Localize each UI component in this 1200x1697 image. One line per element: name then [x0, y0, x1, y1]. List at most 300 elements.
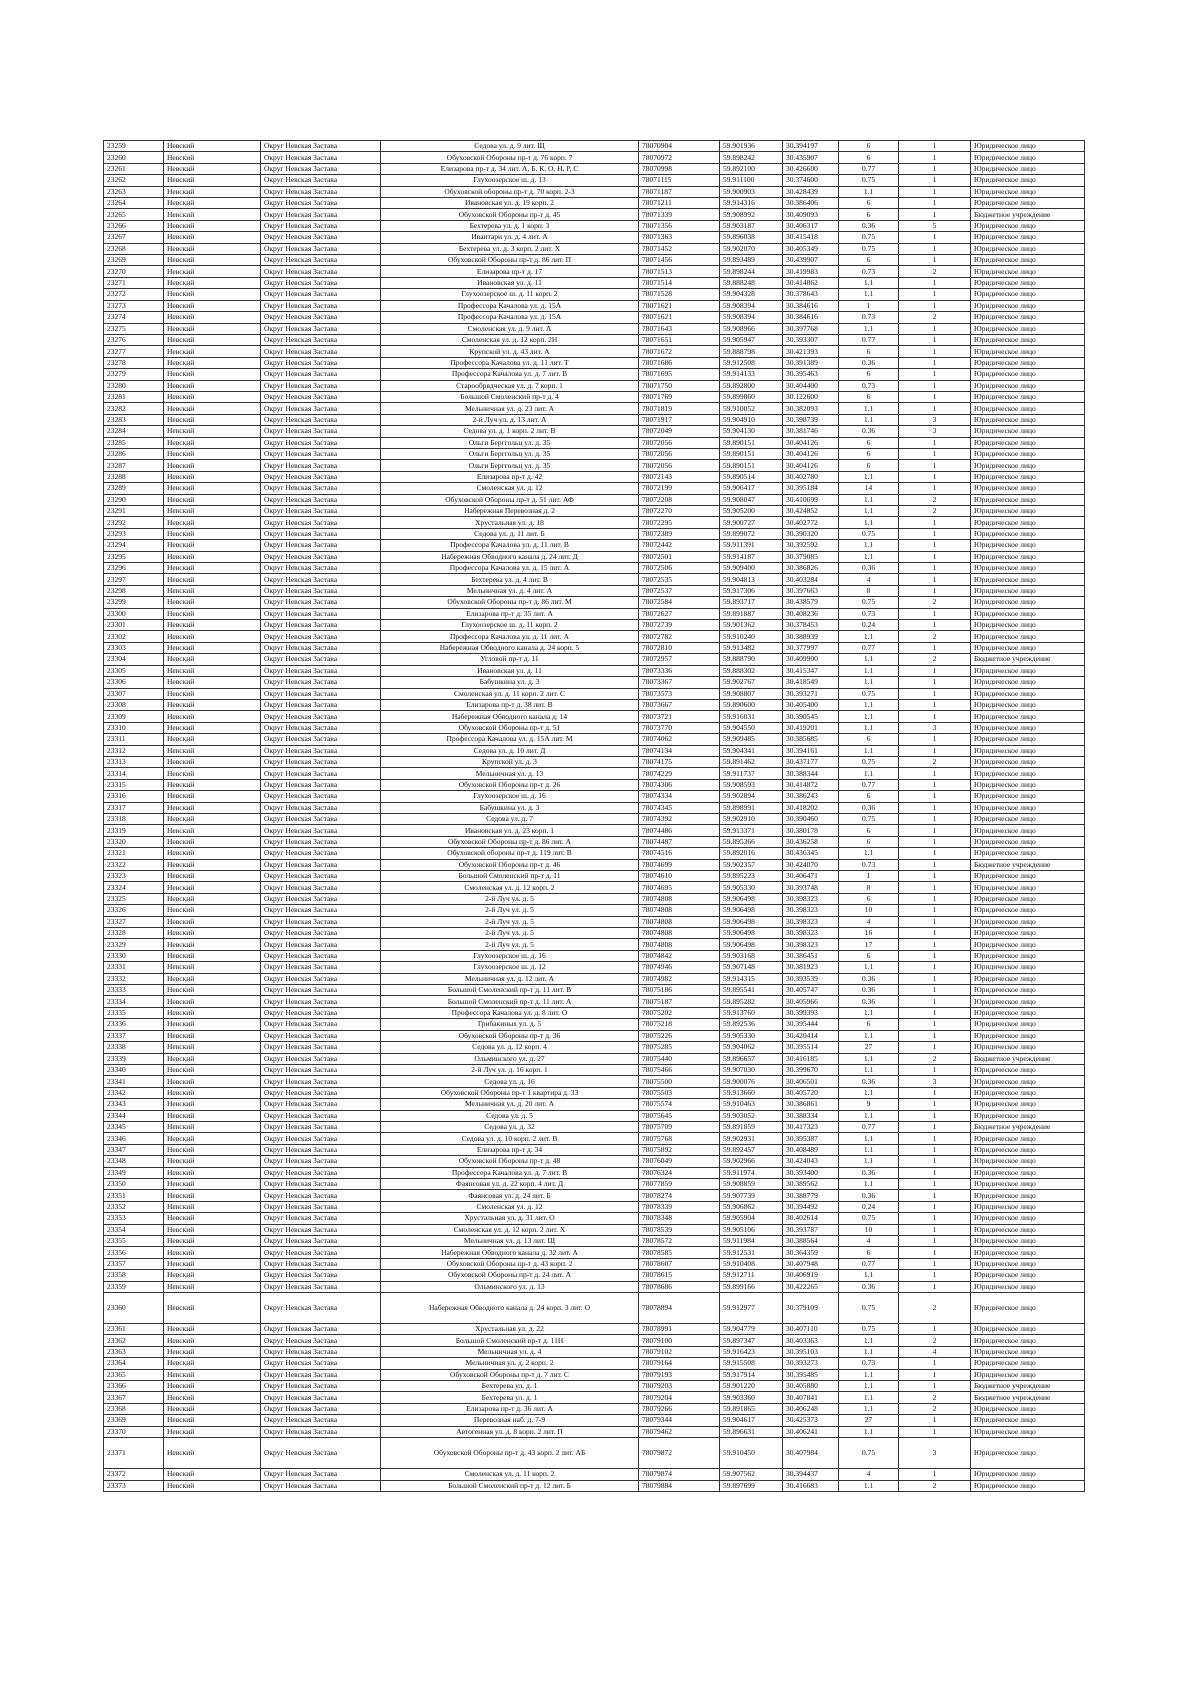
address-cell: Седова ул. д. 32	[381, 1121, 639, 1132]
owner-type-cell: Юридическое лицо	[971, 232, 1085, 243]
volume-cell: 1	[839, 871, 899, 882]
code-cell: 78072143	[639, 471, 720, 482]
code-cell: 78073336	[639, 665, 720, 676]
owner-type-cell: Юридическое лицо	[971, 1346, 1085, 1357]
longitude-cell: 30.384616	[783, 312, 839, 323]
count-cell: 1	[899, 699, 971, 710]
owner-type-cell: Юридическое лицо	[971, 163, 1085, 174]
address-cell: Мельничная ул. д. 2 корп. 2	[381, 1358, 639, 1369]
row-id-cell: 23309	[104, 711, 164, 722]
address-cell: Ольминского ул. д. 27	[381, 1053, 639, 1064]
latitude-cell: 59.911984	[720, 1236, 783, 1247]
owner-type-cell: Юридическое лицо	[971, 950, 1085, 961]
longitude-cell: 30.414872	[783, 779, 839, 790]
count-cell: 1	[899, 1247, 971, 1258]
row-id-cell: 23279	[104, 369, 164, 380]
address-cell: Большой Смоленский пр-т д. 11	[381, 871, 639, 882]
owner-type-cell: Юридическое лицо	[971, 608, 1085, 619]
row-id-cell: 23367	[104, 1392, 164, 1403]
code-cell: 78072782	[639, 631, 720, 642]
latitude-cell: 59.895541	[720, 985, 783, 996]
count-cell: 1	[899, 540, 971, 551]
latitude-cell: 59.904813	[720, 574, 783, 585]
longitude-cell: 30.395387	[783, 1133, 839, 1144]
volume-cell: 1.1	[839, 289, 899, 300]
count-cell: 1	[899, 198, 971, 209]
table-row	[104, 950, 1085, 961]
district-cell: Невский	[164, 791, 261, 802]
latitude-cell: 59.905330	[720, 1030, 783, 1041]
latitude-cell: 59.892016	[720, 848, 783, 859]
volume-cell: 6	[839, 950, 899, 961]
code-cell: 78072049	[639, 426, 720, 437]
volume-cell: 0.36	[839, 426, 899, 437]
row-id-cell: 23284	[104, 426, 164, 437]
district-cell: Невский	[164, 893, 261, 904]
owner-type-cell: Юридическое лицо	[971, 380, 1085, 391]
code-cell: 78079884	[639, 1480, 720, 1491]
longitude-cell: 30.122600	[783, 391, 839, 402]
table-row	[104, 243, 1085, 254]
longitude-cell: 30.386451	[783, 950, 839, 961]
okrug-cell: Округ Невская Застава	[261, 1121, 381, 1132]
row-id-cell: 23275	[104, 323, 164, 334]
volume-cell: 0.36	[839, 1281, 899, 1292]
okrug-cell: Округ Невская Застава	[261, 905, 381, 916]
district-cell: Невский	[164, 460, 261, 471]
okrug-cell: Округ Невская Застава	[261, 642, 381, 653]
address-cell: Елизарова пр-т д. 35 лит. А	[381, 608, 639, 619]
latitude-cell: 59.898244	[720, 266, 783, 277]
latitude-cell: 59.908593	[720, 779, 783, 790]
table-row	[104, 1087, 1085, 1098]
longitude-cell: 30.406241	[783, 1426, 839, 1437]
table-row	[104, 1258, 1085, 1269]
address-cell: Мельничная ул. д. 4	[381, 1346, 639, 1357]
table-row	[104, 871, 1085, 882]
address-cell: Бабушкина ул. д. 3	[381, 802, 639, 813]
okrug-cell: Округ Невская Застава	[261, 448, 381, 459]
okrug-cell: Округ Невская Застава	[261, 380, 381, 391]
code-cell: 78072739	[639, 620, 720, 631]
okrug-cell: Округ Невская Застава	[261, 1030, 381, 1041]
code-cell: 78073667	[639, 699, 720, 710]
row-id-cell: 23358	[104, 1270, 164, 1281]
okrug-cell: Округ Невская Застава	[261, 1346, 381, 1357]
okrug-cell: Округ Невская Застава	[261, 1087, 381, 1098]
volume-cell: 6	[839, 448, 899, 459]
code-cell: 78074334	[639, 791, 720, 802]
address-cell: Мельничная ул. д. 13 лит. Щ	[381, 1236, 639, 1247]
address-cell: Набережная Обводного канала д. 24 корп. 5	[381, 642, 639, 653]
code-cell: 78075503	[639, 1087, 720, 1098]
count-cell: 2	[899, 312, 971, 323]
table-row	[104, 471, 1085, 482]
table-row	[104, 939, 1085, 950]
address-cell: Глухоозерское ш. д. 16	[381, 791, 639, 802]
longitude-cell: 30.389562	[783, 1178, 839, 1189]
owner-type-cell: Юридическое лицо	[971, 1469, 1085, 1480]
latitude-cell: 59.890514	[720, 471, 783, 482]
address-cell: Хрустальная ул. д. 22	[381, 1324, 639, 1335]
code-cell: 78075202	[639, 1007, 720, 1018]
okrug-cell: Округ Невская Застава	[261, 585, 381, 596]
okrug-cell: Округ Невская Застава	[261, 243, 381, 254]
district-cell: Невский	[164, 152, 261, 163]
table-row	[104, 1381, 1085, 1392]
volume-cell: 1.1	[839, 722, 899, 733]
count-cell: 2	[899, 1053, 971, 1064]
longitude-cell: 30.424070	[783, 859, 839, 870]
code-cell: 78070998	[639, 163, 720, 174]
count-cell: 1	[899, 289, 971, 300]
volume-cell: 0.75	[839, 688, 899, 699]
code-cell: 78074808	[639, 893, 720, 904]
volume-cell: 27	[839, 1415, 899, 1426]
okrug-cell: Округ Невская Застава	[261, 768, 381, 779]
district-cell: Невский	[164, 1110, 261, 1121]
district-cell: Невский	[164, 506, 261, 517]
row-id-cell: 23306	[104, 677, 164, 688]
code-cell: 78074982	[639, 973, 720, 984]
latitude-cell: 59.913482	[720, 642, 783, 653]
longitude-cell: 30.406501	[783, 1076, 839, 1087]
owner-type-cell: Юридическое лицо	[971, 1042, 1085, 1053]
code-cell: 78070904	[639, 141, 720, 152]
volume-cell: 0.75	[839, 1438, 899, 1469]
district-cell: Невский	[164, 1190, 261, 1201]
okrug-cell: Округ Невская Застава	[261, 517, 381, 528]
district-cell: Невский	[164, 1236, 261, 1247]
volume-cell: 0.73	[839, 312, 899, 323]
owner-type-cell: Юридическое лицо	[971, 186, 1085, 197]
okrug-cell: Округ Невская Застава	[261, 1076, 381, 1087]
latitude-cell: 59.911737	[720, 768, 783, 779]
district-cell: Невский	[164, 973, 261, 984]
owner-type-cell: Бюджетное учреждение	[971, 1392, 1085, 1403]
owner-type-cell: Юридическое лицо	[971, 1438, 1085, 1469]
latitude-cell: 59.908807	[720, 688, 783, 699]
district-cell: Невский	[164, 1224, 261, 1235]
latitude-cell: 59.912508	[720, 357, 783, 368]
owner-type-cell: Юридическое лицо	[971, 711, 1085, 722]
address-cell: Фаянсовая ул. д. 24 лит. Б	[381, 1190, 639, 1201]
code-cell: 78071528	[639, 289, 720, 300]
row-id-cell: 23286	[104, 448, 164, 459]
address-cell: Обуховской Обороны пр-т д. 86 лит. П	[381, 255, 639, 266]
address-cell: Хрустальная ул. д. 31 лит. О	[381, 1213, 639, 1224]
address-cell: Седова ул. д. 9 лит. Щ	[381, 141, 639, 152]
volume-cell: 1.1	[839, 745, 899, 756]
row-id-cell: 23290	[104, 494, 164, 505]
table-row	[104, 973, 1085, 984]
okrug-cell: Округ Невская Застава	[261, 1019, 381, 1030]
count-cell: 1	[899, 1426, 971, 1437]
code-cell: 78071651	[639, 334, 720, 345]
count-cell: 2	[899, 506, 971, 517]
table-row	[104, 277, 1085, 288]
owner-type-cell: Юридическое лицо	[971, 1190, 1085, 1201]
owner-type-cell: Юридическое лицо	[971, 1236, 1085, 1247]
table-row	[104, 1019, 1085, 1030]
row-id-cell: 23261	[104, 163, 164, 174]
owner-type-cell: Юридическое лицо	[971, 1224, 1085, 1235]
row-id-cell: 23289	[104, 483, 164, 494]
count-cell: 1	[899, 985, 971, 996]
count-cell: 1	[899, 1110, 971, 1121]
latitude-cell: 59.905947	[720, 334, 783, 345]
owner-type-cell: Юридическое лицо	[971, 734, 1085, 745]
owner-type-cell: Юридическое лицо	[971, 141, 1085, 152]
row-id-cell: 23369	[104, 1415, 164, 1426]
table-row	[104, 642, 1085, 653]
code-cell: 78071686	[639, 357, 720, 368]
count-cell: 1	[899, 277, 971, 288]
address-cell: Обуховской обороны пр-т д. 70 корп. 2-3	[381, 186, 639, 197]
okrug-cell: Округ Невская Застава	[261, 1042, 381, 1053]
okrug-cell: Округ Невская Застава	[261, 540, 381, 551]
district-cell: Невский	[164, 677, 261, 688]
okrug-cell: Округ Невская Застава	[261, 277, 381, 288]
code-cell: 78071621	[639, 312, 720, 323]
row-id-cell: 23359	[104, 1281, 164, 1292]
row-id-cell: 23313	[104, 756, 164, 767]
district-cell: Невский	[164, 1019, 261, 1030]
code-cell: 78074134	[639, 745, 720, 756]
okrug-cell: Округ Невская Застава	[261, 928, 381, 939]
okrug-cell: Округ Невская Застава	[261, 357, 381, 368]
volume-cell: 1.1	[839, 517, 899, 528]
longitude-cell: 30.428439	[783, 186, 839, 197]
longitude-cell: 30.406248	[783, 1403, 839, 1414]
latitude-cell: 59.917914	[720, 1369, 783, 1380]
district-cell: Невский	[164, 357, 261, 368]
district-cell: Невский	[164, 1438, 261, 1469]
count-cell: 4	[899, 1346, 971, 1357]
latitude-cell: 59.904550	[720, 722, 783, 733]
volume-cell: 6	[839, 893, 899, 904]
longitude-cell: 30.406919	[783, 1270, 839, 1281]
volume-cell: 0.36	[839, 1190, 899, 1201]
count-cell: 2	[899, 756, 971, 767]
volume-cell: 0.77	[839, 163, 899, 174]
count-cell: 1	[899, 620, 971, 631]
latitude-cell: 59.914315	[720, 973, 783, 984]
address-cell: Ивановская ул. д. 11	[381, 665, 639, 676]
district-cell: Невский	[164, 1258, 261, 1269]
row-id-cell: 23373	[104, 1480, 164, 1491]
volume-cell: 1.1	[839, 1133, 899, 1144]
row-id-cell: 23371	[104, 1438, 164, 1469]
count-cell: 1	[899, 768, 971, 779]
address-cell: Смоленская ул. д. 11 корп. 2	[381, 1469, 639, 1480]
longitude-cell: 30.408236	[783, 608, 839, 619]
okrug-cell: Округ Невская Застава	[261, 1053, 381, 1064]
table-row	[104, 745, 1085, 756]
code-cell: 78074610	[639, 871, 720, 882]
okrug-cell: Округ Невская Застава	[261, 186, 381, 197]
okrug-cell: Округ Невская Застава	[261, 1480, 381, 1491]
count-cell: 1	[899, 665, 971, 676]
okrug-cell: Округ Невская Застава	[261, 483, 381, 494]
okrug-cell: Округ Невская Застава	[261, 813, 381, 824]
latitude-cell: 59.902931	[720, 1133, 783, 1144]
district-cell: Невский	[164, 928, 261, 939]
owner-type-cell: Юридическое лицо	[971, 460, 1085, 471]
volume-cell: 0.36	[839, 1076, 899, 1087]
okrug-cell: Округ Невская Застава	[261, 1007, 381, 1018]
table-row	[104, 1335, 1085, 1346]
okrug-cell: Округ Невская Застава	[261, 334, 381, 345]
table-row	[104, 175, 1085, 186]
table-row	[104, 540, 1085, 551]
address-cell: 2-й Луч ул. д. 5	[381, 893, 639, 904]
data-table	[103, 140, 1085, 1492]
table-row	[104, 802, 1085, 813]
volume-cell: 0.24	[839, 1201, 899, 1212]
longitude-cell: 30.395514	[783, 1042, 839, 1053]
owner-type-cell: Юридическое лицо	[971, 825, 1085, 836]
code-cell: 78074808	[639, 916, 720, 927]
row-id-cell: 23334	[104, 996, 164, 1007]
code-cell: 78073573	[639, 688, 720, 699]
district-cell: Невский	[164, 551, 261, 562]
latitude-cell: 59.905330	[720, 882, 783, 893]
address-cell: Мельничная ул. д. 20 лит. А	[381, 1099, 639, 1110]
address-cell: Большой Смоленский пр-т д. 12 лит. Б	[381, 1480, 639, 1491]
district-cell: Невский	[164, 483, 261, 494]
district-cell: Невский	[164, 813, 261, 824]
district-cell: Невский	[164, 1121, 261, 1132]
volume-cell: 6	[839, 1247, 899, 1258]
district-cell: Невский	[164, 688, 261, 699]
latitude-cell: 59.910052	[720, 403, 783, 414]
owner-type-cell: Юридическое лицо	[971, 1167, 1085, 1178]
longitude-cell: 30.377997	[783, 642, 839, 653]
code-cell: 78079203	[639, 1381, 720, 1392]
table-row	[104, 528, 1085, 539]
address-cell: Профессора Качалова ул. д. 15А	[381, 312, 639, 323]
address-cell: Мельничная ул. д. 23 лит. А	[381, 403, 639, 414]
longitude-cell: 30.395463	[783, 369, 839, 380]
longitude-cell: 30.388564	[783, 1236, 839, 1247]
latitude-cell: 59.906498	[720, 928, 783, 939]
latitude-cell: 59.891865	[720, 1403, 783, 1414]
count-cell: 1	[899, 1201, 971, 1212]
row-id-cell: 23360	[104, 1293, 164, 1324]
longitude-cell: 30.399393	[783, 1007, 839, 1018]
district-cell: Невский	[164, 1156, 261, 1167]
longitude-cell: 30.403363	[783, 1335, 839, 1346]
district-cell: Невский	[164, 1415, 261, 1426]
latitude-cell: 59.908394	[720, 312, 783, 323]
address-cell: Ольги Берггольц ул. д. 35	[381, 437, 639, 448]
code-cell: 78072208	[639, 494, 720, 505]
row-id-cell: 23303	[104, 642, 164, 653]
okrug-cell: Округ Невская Застава	[261, 1369, 381, 1380]
owner-type-cell: Юридическое лицо	[971, 437, 1085, 448]
district-cell: Невский	[164, 494, 261, 505]
table-row	[104, 1190, 1085, 1201]
owner-type-cell: Юридическое лицо	[971, 1007, 1085, 1018]
table-row	[104, 391, 1085, 402]
table-row	[104, 1469, 1085, 1480]
longitude-cell: 30.398323	[783, 905, 839, 916]
okrug-cell: Округ Невская Застава	[261, 1099, 381, 1110]
okrug-cell: Округ Невская Застава	[261, 266, 381, 277]
volume-cell: 0.24	[839, 620, 899, 631]
volume-cell: 0.77	[839, 642, 899, 653]
owner-type-cell: Юридическое лицо	[971, 243, 1085, 254]
longitude-cell: 30.388939	[783, 631, 839, 642]
district-cell: Невский	[164, 1099, 261, 1110]
volume-cell: 0.75	[839, 243, 899, 254]
owner-type-cell: Юридическое лицо	[971, 802, 1085, 813]
owner-type-cell: Юридическое лицо	[971, 756, 1085, 767]
address-cell: Крупской ул. д. 43 лит. А	[381, 346, 639, 357]
row-id-cell: 23266	[104, 220, 164, 231]
address-cell: Большой Смоленский пр-т д. 4	[381, 391, 639, 402]
owner-type-cell: Юридическое лицо	[971, 893, 1085, 904]
table-row	[104, 437, 1085, 448]
district-cell: Невский	[164, 1293, 261, 1324]
owner-type-cell: Юридическое лицо	[971, 369, 1085, 380]
volume-cell: 0.36	[839, 1167, 899, 1178]
district-cell: Невский	[164, 597, 261, 608]
row-id-cell: 23346	[104, 1133, 164, 1144]
district-cell: Невский	[164, 1480, 261, 1491]
okrug-cell: Округ Невская Застава	[261, 563, 381, 574]
volume-cell: 0.77	[839, 1258, 899, 1269]
address-cell: Профессора Качалова ул. д. 15А лит. М	[381, 734, 639, 745]
longitude-cell: 30.435907	[783, 152, 839, 163]
owner-type-cell: Юридическое лицо	[971, 1064, 1085, 1075]
table-row	[104, 1133, 1085, 1144]
table-row	[104, 677, 1085, 688]
okrug-cell: Округ Невская Застава	[261, 939, 381, 950]
count-cell: 1	[899, 973, 971, 984]
district-cell: Невский	[164, 1042, 261, 1053]
row-id-cell: 23357	[104, 1258, 164, 1269]
okrug-cell: Округ Невская Застава	[261, 312, 381, 323]
volume-cell: 16	[839, 928, 899, 939]
count-cell: 1	[899, 745, 971, 756]
district-cell: Невский	[164, 1064, 261, 1075]
latitude-cell: 59.916423	[720, 1346, 783, 1357]
district-cell: Невский	[164, 243, 261, 254]
code-cell: 78072537	[639, 585, 720, 596]
row-id-cell: 23264	[104, 198, 164, 209]
latitude-cell: 59.890151	[720, 448, 783, 459]
address-cell: Обуховской Обороны пр-т д. 45	[381, 209, 639, 220]
row-id-cell: 23269	[104, 255, 164, 266]
row-id-cell: 23332	[104, 973, 164, 984]
code-cell: 78074516	[639, 848, 720, 859]
latitude-cell: 59.891859	[720, 1121, 783, 1132]
volume-cell: 6	[839, 791, 899, 802]
volume-cell: 0.75	[839, 528, 899, 539]
owner-type-cell: Юридическое лицо	[971, 1213, 1085, 1224]
district-cell: Невский	[164, 1167, 261, 1178]
code-cell: 78072810	[639, 642, 720, 653]
count-cell: 1	[899, 574, 971, 585]
volume-cell: 0.75	[839, 597, 899, 608]
code-cell: 78074699	[639, 859, 720, 870]
longitude-cell: 30.388344	[783, 768, 839, 779]
address-cell: Седова ул. д. 5	[381, 1110, 639, 1121]
volume-cell: 1.1	[839, 1392, 899, 1403]
district-cell: Невский	[164, 996, 261, 1007]
